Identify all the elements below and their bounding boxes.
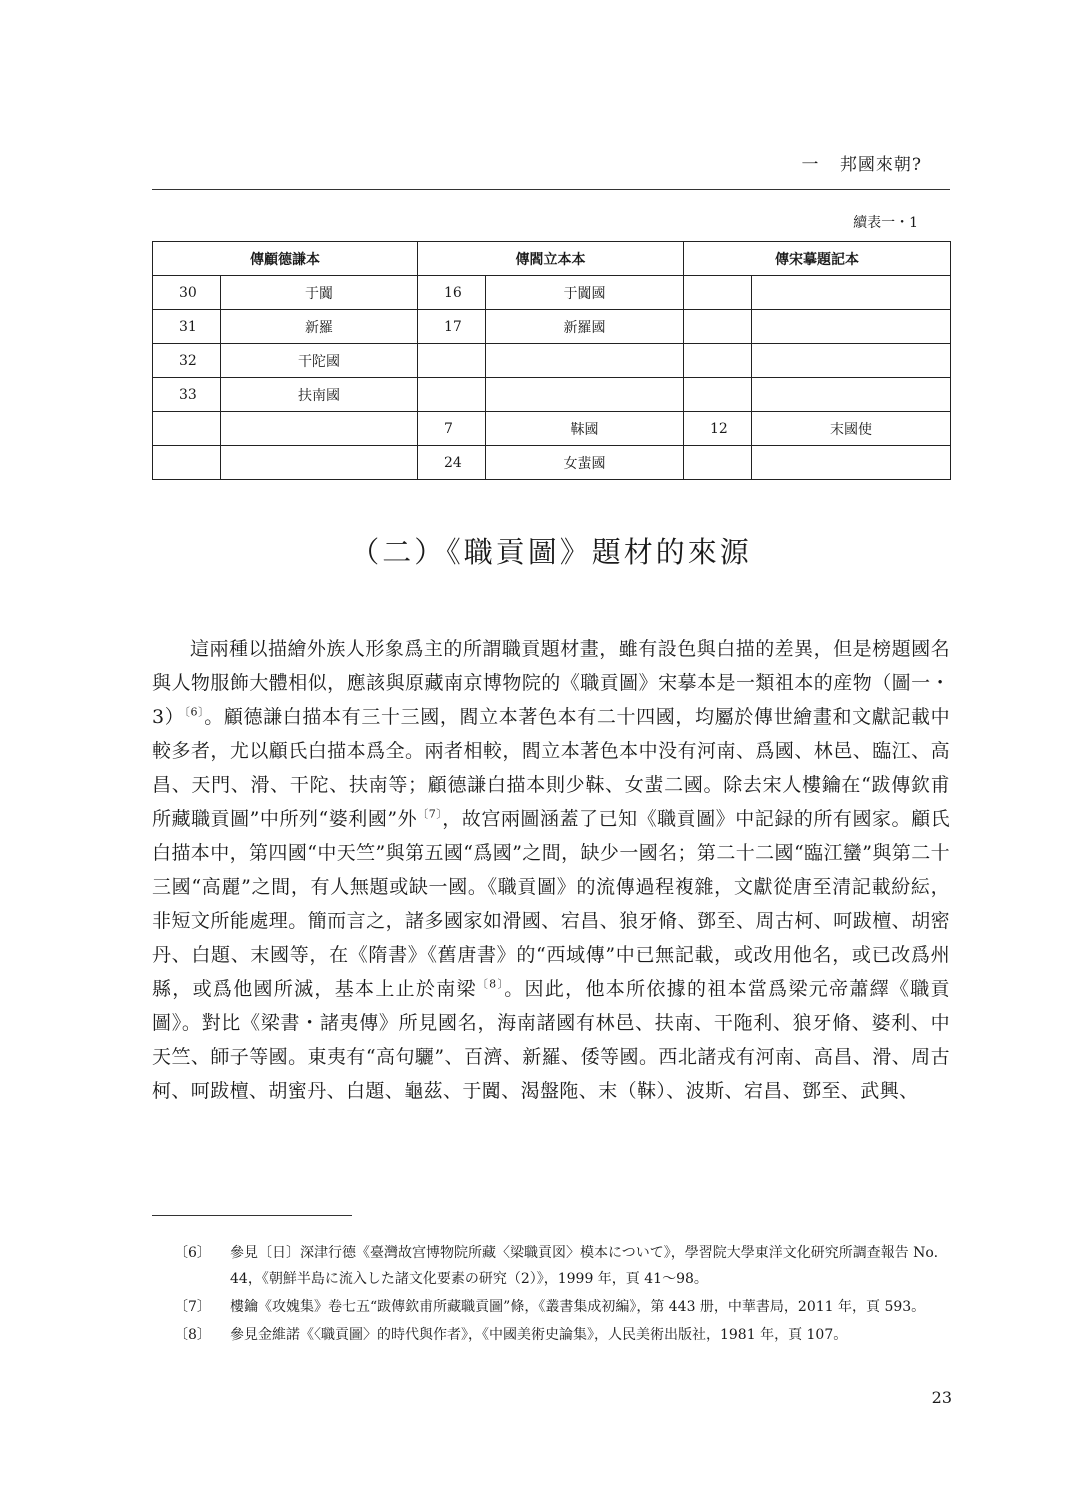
table-cell [684, 378, 752, 412]
footnote-rule [152, 1215, 352, 1216]
body-text-segment: 這兩種以描繪外族人形象爲主的所謂職貢題材畫，雖有設色與白描的差異，但是榜題國名與人物服飾大體相似，應該與原藏南京博物院的《職貢圖》宋摹本是一類祖本的産物（圖一・3） [152, 638, 950, 728]
table-cell [221, 412, 418, 446]
table-row [153, 446, 951, 480]
table-cell [684, 344, 752, 378]
table-cell: 靺國 [486, 412, 684, 446]
footnote-7 [152, 1294, 950, 1320]
table-cell [752, 310, 951, 344]
page-number: 23 [931, 1388, 952, 1407]
table-cell: 末國使 [752, 412, 951, 446]
header-rule [152, 189, 950, 190]
table-cell: 32 [153, 344, 221, 378]
table-cell [153, 412, 221, 446]
table-row [153, 276, 951, 310]
table-header-row [153, 242, 951, 276]
footnote-marker: 〔7〕 [174, 1299, 211, 1315]
section-title: （二）《職貢圖》題材的來源 [350, 535, 752, 569]
table-cell [486, 344, 684, 378]
table-cell [752, 344, 951, 378]
table-cell: 干陀國 [221, 344, 418, 378]
paragraph [152, 632, 950, 1108]
table-cell: 扶南國 [221, 378, 418, 412]
body-text-segment: 。因此，他本所依據的祖本當爲梁元帝蕭繹《職貢圖》。對比《梁書・諸夷傳》所見國名，海南諸國有林邑、扶南、干陁利、狼牙脩、婆利、中天竺、師子等國。東夷有“高句驪”、百濟、新羅、倭等國。西北諸戎有河南、高昌、滑、周古柯、呵跋檀、胡蜜丹、白題、龜茲、于闐、渴盤陁、末（靺）、波斯、宕昌、鄧至、武興、 [152, 978, 950, 1102]
header-gu-dequan-version: 傳顧德謙本 [153, 242, 418, 276]
footnote-marker: 〔6〕 [174, 1245, 211, 1261]
table-cell [684, 446, 752, 480]
table-cell: 24 [418, 446, 486, 480]
table-cell: 16 [418, 276, 486, 310]
footnote-8 [152, 1322, 950, 1348]
footnote-text: 參見〔日〕深津行德《臺灣故宫博物院所藏〈梁職貢図〉模本について》，學習院大學東洋文化研究所調查報告 No. 44，《朝鮮半島に流入した諸文化要素の研究（2）》，1999 年，頁 41～98。 [230, 1245, 939, 1287]
running-header-title: 邦國來朝? [839, 155, 922, 175]
body-text-segment: 。顧德謙白描本有三十三國，閻立本著色本有二十四國，均屬於傳世繪畫和文獻記載中較多者，尤以顧氏白描本爲全。兩者相較，閻立本著色本中没有河南、爲國、林邑、臨江、高昌、天門、滑、干陀、扶南等；顧德謙白描本則少靺、女蜚二國。除去宋人樓鑰在“跋傳欽甫所藏職貢圖”中所列“婆利國”外 [152, 706, 951, 830]
table-cell: 17 [418, 310, 486, 344]
table-cell: 于闐國 [486, 276, 684, 310]
footnote-ref-8[interactable]: 〔8〕 [476, 977, 505, 991]
table-cell: 女蜚國 [486, 446, 684, 480]
table-row [153, 310, 951, 344]
table-row [153, 378, 951, 412]
table-cell [684, 310, 752, 344]
footnote-text: 樓鑰《攻媿集》卷七五“跋傳欽甫所藏職貢圖”條，《叢書集成初編》，第 443 册，中華書局，2011 年，頁 593。 [230, 1299, 926, 1315]
footnote-ref-6[interactable]: 〔6〕 [184, 705, 205, 719]
table-row [153, 412, 951, 446]
table-cell [752, 276, 951, 310]
table-cell [221, 446, 418, 480]
table-cell [418, 378, 486, 412]
table-cell [752, 378, 951, 412]
table-cell: 12 [684, 412, 752, 446]
table-cell: 30 [153, 276, 221, 310]
continued-table [152, 241, 951, 480]
table-cell: 新羅 [221, 310, 418, 344]
table-cell: 于闐 [221, 276, 418, 310]
table-caption: 續表一・1 [853, 215, 918, 231]
table-row [153, 344, 951, 378]
header-song-copy-version: 傳宋摹題記本 [684, 242, 951, 276]
running-header [801, 150, 922, 175]
table-cell: 31 [153, 310, 221, 344]
footnotes [152, 1240, 950, 1350]
table-cell: 新羅國 [486, 310, 684, 344]
table-cell: 33 [153, 378, 221, 412]
table-cell: 7 [418, 412, 486, 446]
table-cell [418, 344, 486, 378]
running-header-section: 一 [801, 155, 820, 175]
body-paragraph [152, 632, 950, 1108]
body-text-segment: ，故宫兩圖涵蓋了已知《職貢圖》中記録的所有國家。顧氏白描本中，第四國“中天竺”與第五國“爲國”之間，缺少一國名；第二十二國“臨江蠻”與第二十三國“高麗”之間，有人無題或缺一國。《職貢圖》的流傳過程複雜，文獻從唐至清記載紛紜，非短文所能處理。簡而言之，諸多國家如滑國、宕昌、狼牙脩、鄧至、周古柯、呵跋檀、胡密丹、白題、末國等，在《隋書》《舊唐書》的“西域傳”中已無記載，或改用他名，或已改爲州縣，或爲他國所滅，基本上止於南梁 [152, 808, 951, 1000]
table-cell [684, 276, 752, 310]
footnote-marker: 〔8〕 [174, 1327, 211, 1343]
footnote-6 [152, 1240, 950, 1292]
table-cell [752, 446, 951, 480]
footnote-text: 參見金維諾《〈職貢圖〉的時代與作者》，《中國美術史論集》，人民美術出版社，1981 年，頁 107。 [230, 1327, 848, 1343]
header-yan-liben-version: 傳閻立本本 [418, 242, 684, 276]
footnote-ref-7[interactable]: 〔7〕 [417, 807, 443, 821]
table-cell [153, 446, 221, 480]
table-cell [486, 378, 684, 412]
